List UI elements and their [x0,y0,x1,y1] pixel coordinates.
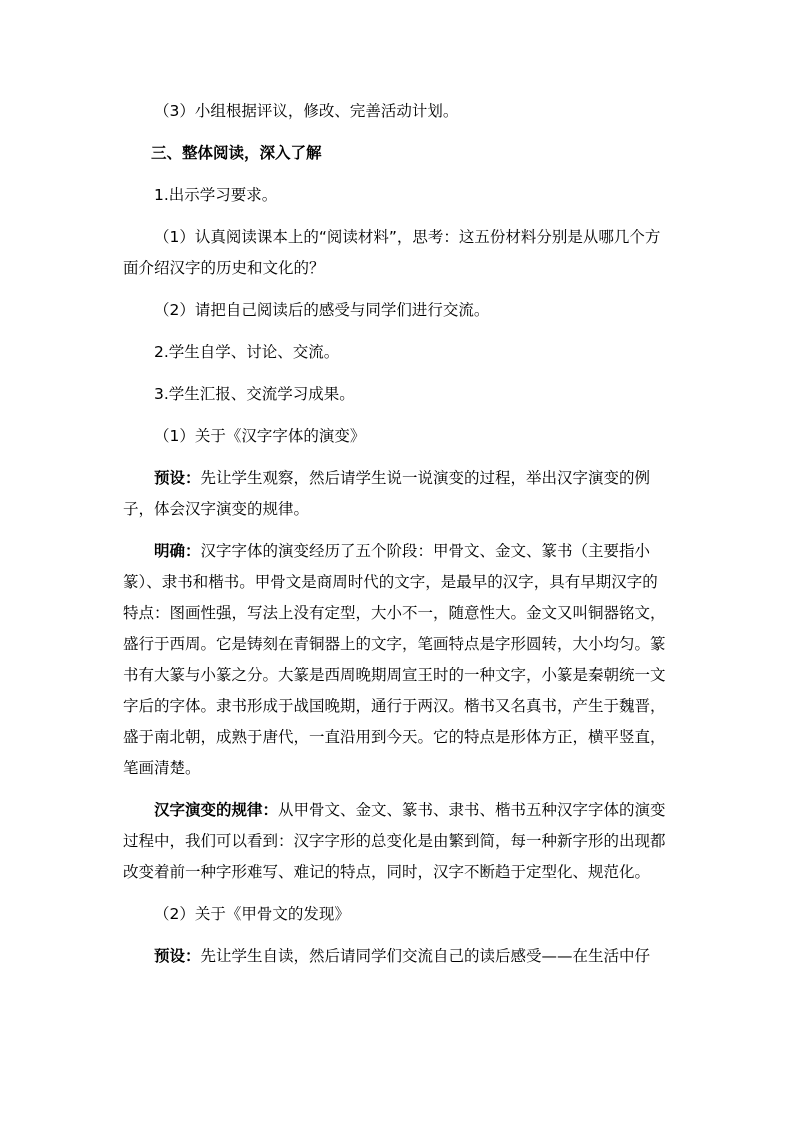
paragraph [123,180,668,211]
paragraph-text: （1）认真阅读课本上的“阅读材料”，思考：这五份材料分别是从哪几个方面介绍汉字的历史和文化的？ [123,228,661,277]
paragraph-text: （1）关于《汉字字体的演变》 [154,427,366,445]
paragraph-lead: 明确： [154,542,201,560]
paragraph-text: （2）请把自己阅读后的感受与同学们进行交流。 [154,301,490,319]
paragraph-text: 3.学生汇报、交流学习成果。 [154,385,355,403]
paragraph [123,96,668,127]
paragraph-text: （3）小组根据评议，修改、完善活动计划。 [154,102,459,120]
paragraph [123,795,668,888]
section-heading [123,138,668,169]
document-body [123,96,668,983]
section-heading-text: 三、整体阅读，深入了解 [151,144,322,162]
paragraph-text: 先让学生观察，然后请学生说一说演变的过程，举出汉字演变的例子，体会汉字演变的规律。 [123,469,651,518]
paragraph [123,941,668,972]
paragraph [123,379,668,410]
paragraph [123,536,668,784]
paragraph-text: 从甲骨文、金文、篆书、隶书、楷书五种汉字字体的演变过程中，我们可以看到：汉字字形的总变化是由繁到简，每一种新字形的出现都改变着前一种字形难写、难记的特点，同时，汉字不断趋于定型化、规范化。 [123,801,666,881]
paragraph [123,337,668,368]
paragraph-text: 2.学生自学、讨论、交流。 [154,343,340,361]
paragraph-text: （2）关于《甲骨文的发现》 [154,905,350,923]
paragraph [123,463,668,525]
paragraph-text: 汉字字体的演变经历了五个阶段：甲骨文、金文、篆书（主要指小篆）、隶书和楷书。甲骨文是商周时代的文字，是最早的汉字，具有早期汉字的特点：图画性强，写法上没有定型，大小不一，随意性大。金文又叫铜器铭文，盛行于西周。它是铸刻在青铜器上的文字，笔画特点是字形圆转，大小均匀。篆书有大篆与小篆之分。大篆是西周晚期周宣王时的一种文字，小篆是秦朝统一文字后的字体。隶书形成于战国晚期，通行于两汉。楷书又名真书，产生于魏晋，盛于南北朝，成熟于唐代，一直沿用到今天。它的特点是形体方正，横平竖直，笔画清楚。 [123,542,666,777]
paragraph-lead: 预设： [154,469,201,487]
paragraph-text: 先让学生自读，然后请同学们交流自己的读后感受——在生活中仔 [200,947,651,965]
paragraph [123,222,668,284]
paragraph-text: 1.出示学习要求。 [154,186,278,204]
paragraph [123,421,668,452]
paragraph-lead: 汉字演变的规律： [154,801,279,819]
paragraph-lead: 预设： [154,947,201,965]
paragraph [123,899,668,930]
paragraph [123,295,668,326]
